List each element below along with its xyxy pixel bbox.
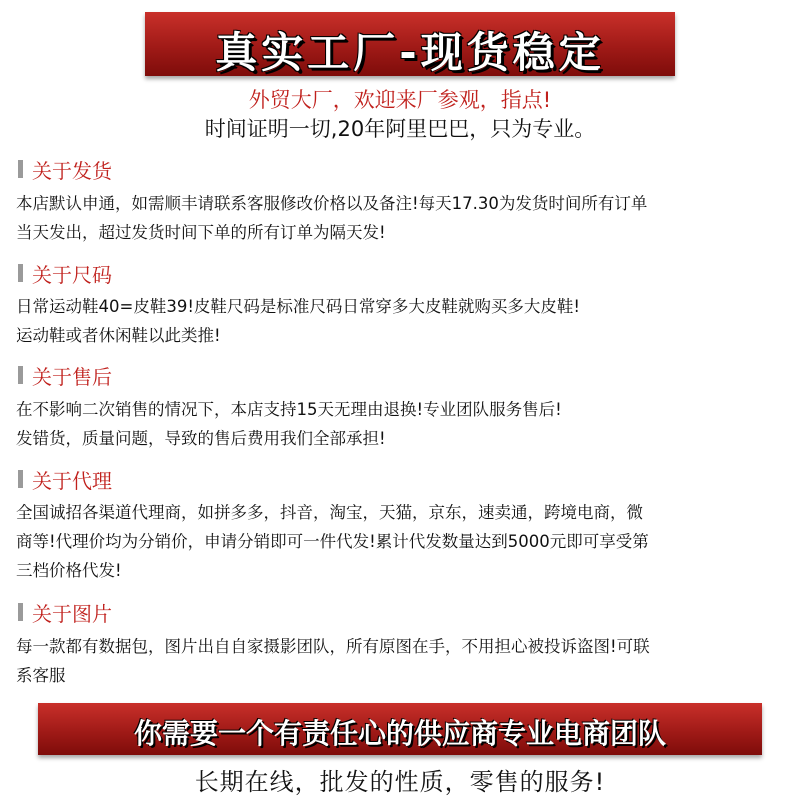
section-title: 关于图片 xyxy=(32,602,112,626)
section-marker-bar xyxy=(18,264,23,282)
section-title: 关于售后 xyxy=(32,365,112,389)
section-title: 关于发货 xyxy=(32,159,112,183)
bottom-banner xyxy=(38,703,762,755)
section-shipping-line-1: 本店默认申通，如需顺丰请联系客服修改价格以及备注!每天17.30为发货时间所有订单 xyxy=(16,194,648,213)
section-agency-line-1: 全国诚招各渠道代理商，如拼多多，抖音，淘宝，天猫，京东，速卖通，跨境电商，微 xyxy=(16,503,643,522)
banner-title: 真实工厂-现货稳定 xyxy=(215,28,605,77)
section-marker-bar xyxy=(18,470,23,488)
section-marker-bar xyxy=(18,366,23,384)
section-aftersales-line-1: 在不影响二次销售的情况下，本店支持15天无理由退换!专业团队服务售后! xyxy=(16,400,562,419)
section-agency-line-2: 商等!代理价均为分销价，申请分销即可一件代发!累计代发数量达到5000元即可享受第 xyxy=(16,532,649,551)
bottom-banner-text: 你需要一个有责任心的供应商专业电商团队 xyxy=(133,717,666,750)
section-size-line-1: 日常运动鞋40=皮鞋39!皮鞋尺码是标准尺码日常穿多大皮鞋就购买多大皮鞋! xyxy=(16,297,581,316)
section-shipping-line-2: 当天发出，超过发货时间下单的所有订单为隔天发! xyxy=(16,223,386,242)
subtitle-black: 时间证明一切,20年阿里巴巴，只为专业。 xyxy=(204,117,596,141)
section-title: 关于代理 xyxy=(32,469,112,493)
subtitle-red: 外贸大厂，欢迎来厂参观，指点! xyxy=(248,88,552,112)
top-banner xyxy=(145,12,675,76)
section-agency-line-3: 三档价格代发! xyxy=(16,561,122,580)
section-images-line-1: 每一款都有数据包，图片出自自家摄影团队，所有原图在手，不用担心被投诉盗图!可联 xyxy=(16,637,650,656)
section-size-line-2: 运动鞋或者休闲鞋以此类推! xyxy=(16,326,221,345)
section-marker-bar xyxy=(18,603,23,621)
section-aftersales-line-2: 发错货，质量问题，导致的售后费用我们全部承担! xyxy=(16,429,386,448)
section-images-line-2: 系客服 xyxy=(16,666,66,685)
footer-tagline: 长期在线，批发的性质，零售的服务! xyxy=(194,768,606,796)
section-marker-bar xyxy=(18,160,23,178)
section-title: 关于尺码 xyxy=(32,263,112,287)
